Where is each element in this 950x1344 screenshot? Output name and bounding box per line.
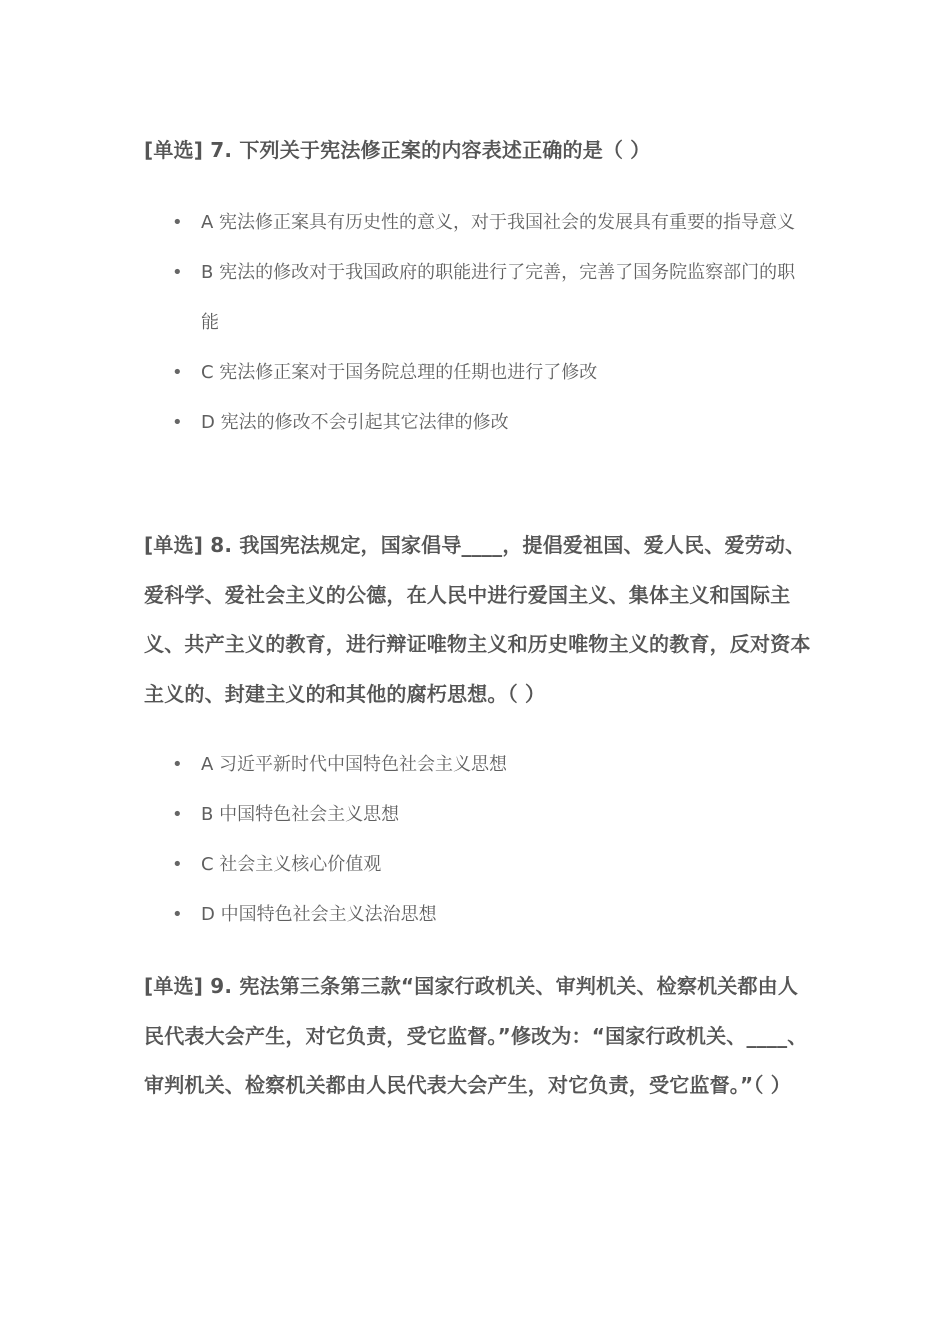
option-text: A 宪法修正案具有历史性的意义，对于我国社会的发展具有重要的指导意义 (201, 212, 796, 233)
bullet-icon: • (172, 754, 183, 775)
question-8-option-d (0, 890, 808, 940)
question-9-title: [单选] 9. 宪法第三条第三款“国家行政机关、审判机关、检察机关都由人民代表大会产生，对它负责，受它监督。”修改为：“国家行政机关、____、审判机关、检察机关都由人民代表大会产生，对它负责，受它监督。”（ ） (144, 974, 808, 1097)
question-7-option-a (0, 198, 808, 248)
bullet-icon: • (172, 904, 183, 925)
option-text: C 宪法修正案对于国务院总理的任期也进行了修改 (201, 362, 598, 383)
question-7-title: [单选] 7. 下列关于宪法修正案的内容表述正确的是（ ） (144, 138, 651, 162)
question-8-option-a (0, 740, 808, 790)
question-7-option-d (0, 398, 808, 448)
option-text: D 中国特色社会主义法治思想 (201, 904, 437, 925)
question-7-option-c (0, 348, 808, 398)
option-text: B 中国特色社会主义思想 (201, 804, 400, 825)
bullet-icon: • (172, 804, 183, 825)
question-8-option-b (0, 790, 808, 840)
question-8-options (0, 740, 950, 940)
option-text: C 社会主义核心价值观 (201, 854, 382, 875)
question-8-title: [单选] 8. 我国宪法规定，国家倡导____，提倡爱祖国、爱人民、爱劳动、爱科学、爱社会主义的公德，在人民中进行爱国主义、集体主义和国际主义、共产主义的教育，进行辩证唯物主义和历史唯物主义的教育，反对资本主义的、封建主义的和其他的腐朽思想。（ ） (144, 533, 811, 706)
bullet-icon: • (172, 854, 183, 875)
bullet-icon: • (172, 212, 183, 233)
option-text: A 习近平新时代中国特色社会主义思想 (201, 754, 508, 775)
bullet-icon: • (172, 412, 183, 433)
question-7-option-b (0, 248, 808, 348)
question-7-options (0, 198, 950, 448)
bullet-icon: • (172, 362, 183, 383)
question-8-option-c (0, 840, 808, 890)
option-text: D 宪法的修改不会引起其它法律的修改 (201, 412, 509, 433)
option-text: B 宪法的修改对于我国政府的职能进行了完善，完善了国务院监察部门的职能 (201, 262, 796, 333)
bullet-icon: • (172, 262, 183, 283)
